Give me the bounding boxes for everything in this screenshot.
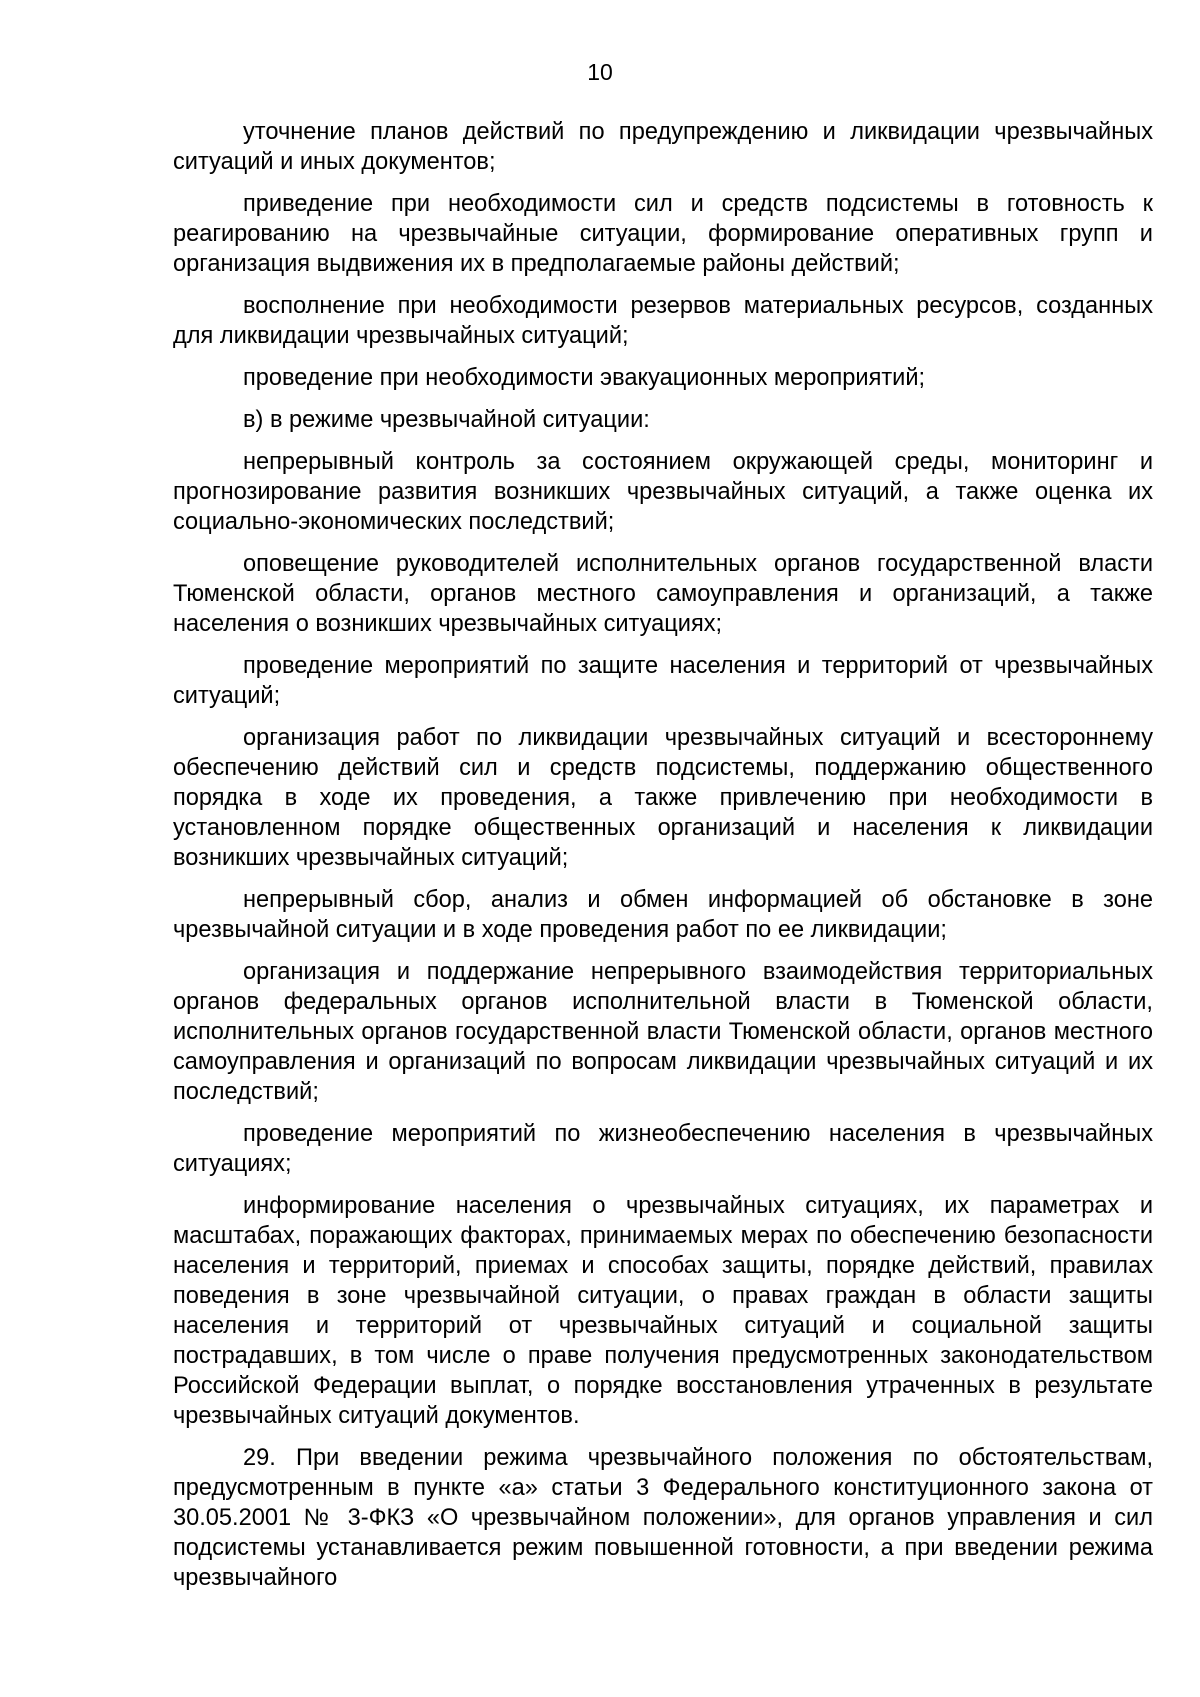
- paragraph: проведение мероприятий по жизнеобеспечению населения в чрезвычайных ситуациях;: [173, 1121, 1153, 1177]
- paragraph: приведение при необходимости сил и средств подсистемы в готовность к реагированию на чрезвычайные ситуации, формирование оперативных групп и организация выдвижения их в предполагаемые районы действий;: [173, 191, 1153, 277]
- page-number: 10: [587, 59, 613, 85]
- paragraph: организация работ по ликвидации чрезвычайных ситуаций и всестороннему обеспечению действий сил и средств подсистемы, поддержанию общественного порядка в ходе их проведения, а также привлечению при необходимости в установленном порядке общественных организаций и населения к ликвидации возникших чрезвычайных ситуаций;: [173, 725, 1153, 871]
- paragraph: проведение при необходимости эвакуационных мероприятий;: [243, 365, 926, 391]
- paragraph: в) в режиме чрезвычайной ситуации:: [243, 407, 650, 433]
- document-body: [173, 117, 1153, 1605]
- paragraph: организация и поддержание непрерывного взаимодействия территориальных органов федеральных органов исполнительной власти в Тюменской области, исполнительных органов государственной власти Тюменской области, органов местного самоуправления и организаций по вопросам ликвидации чрезвычайных ситуаций и их последствий;: [173, 959, 1153, 1105]
- paragraph: восполнение при необходимости резервов материальных ресурсов, созданных для ликвидации чрезвычайных ситуаций;: [173, 293, 1153, 349]
- paragraph: непрерывный контроль за состоянием окружающей среды, мониторинг и прогнозирование развития возникших чрезвычайных ситуаций, а также оценка их социально-экономических последствий;: [173, 449, 1153, 535]
- paragraph: оповещение руководителей исполнительных органов государственной власти Тюменской области, органов местного самоуправления и организаций, а также населения о возникших чрезвычайных ситуациях;: [173, 551, 1153, 637]
- paragraph: информирование населения о чрезвычайных ситуациях, их параметрах и масштабах, поражающих факторах, принимаемых мерах по обеспечению безопасности населения и территорий, приемах и способах защиты, порядке действий, правилах поведения в зоне чрезвычайной ситуации, о правах граждан в области защиты населения и территорий от чрезвычайных ситуаций и социальной защиты пострадавших, в том числе о праве получения предусмотренных законодательством Российской Федерации выплат, о порядке восстановления утраченных в результате чрезвычайных ситуаций документов.: [173, 1193, 1153, 1429]
- paragraph: уточнение планов действий по предупреждению и ликвидации чрезвычайных ситуаций и иных документов;: [173, 119, 1153, 175]
- paragraph: 29. При введении режима чрезвычайного положения по обстоятельствам, предусмотренным в пункте «а» статьи 3 Федерального конституционного закона от 30.05.2001 № 3-ФКЗ «О чрезвычайном положении», для органов управления и сил подсистемы устанавливается режим повышенной готовности, а при введении режима чрезвычайного: [173, 1445, 1153, 1591]
- paragraph: непрерывный сбор, анализ и обмен информацией об обстановке в зоне чрезвычайной ситуации и в ходе проведения работ по ее ликвидации;: [173, 887, 1153, 943]
- paragraph: проведение мероприятий по защите населения и территорий от чрезвычайных ситуаций;: [173, 653, 1153, 709]
